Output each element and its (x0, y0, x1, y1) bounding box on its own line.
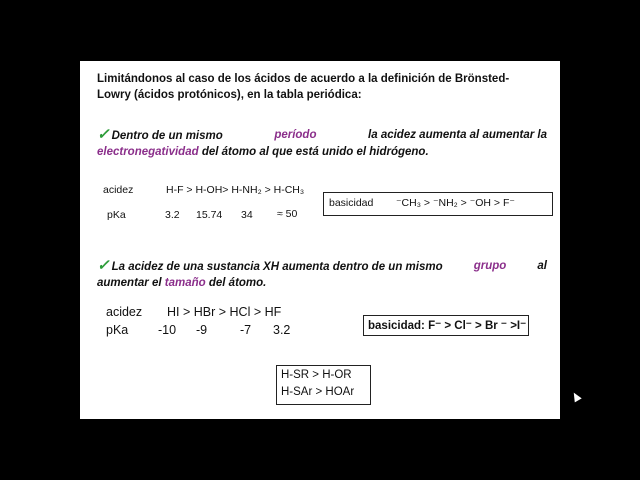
checkmark-icon: ✓ (97, 126, 110, 143)
table1-acidez-label: acidez (103, 184, 134, 196)
point-1-periodo: período (274, 129, 317, 141)
table2-acidez-series: HI > HBr > HCl > HF (167, 305, 282, 319)
table1-pka-value: 34 (241, 209, 253, 221)
point-2-tamano: tamaño (164, 277, 206, 289)
mouse-cursor-icon (570, 391, 581, 403)
intro-line-1: Limitándonos al caso de los ácidos de acuerdo a la definición de Brönsted- (97, 73, 510, 85)
table2-pka-value: -10 (158, 323, 177, 337)
point-2-line-2 (97, 275, 547, 291)
point-1-electronegatividad: electronegatividad (97, 146, 199, 158)
basicidad-box-1 (323, 192, 553, 216)
basicidad-1-series: ⁻CH₃ > ⁻NH₂ > ⁻OH > F⁻ (396, 197, 515, 209)
table1-pka-value: 15.74 (196, 209, 223, 221)
point-2-text-c: al (537, 260, 547, 272)
point-2-line-1 (97, 258, 547, 275)
table2-pka-value: -7 (240, 323, 252, 337)
point-2-text-d: aumentar el (97, 277, 162, 289)
thiol-alcohol-box (276, 365, 371, 405)
checkmark-icon: ✓ (97, 257, 110, 274)
table2-pka-value: 3.2 (273, 323, 291, 337)
point-2-text-a: La acidez de una sustancia XH aumenta dentro de un mismo (111, 261, 443, 273)
basicidad-2-text: basicidad: F⁻ > Cl⁻ > Br ⁻ >I⁻ (368, 320, 527, 332)
point-2-text-f: del átomo. (208, 277, 267, 289)
point-1-text-e: del átomo al que está unido el hidrógeno. (201, 146, 429, 158)
slide (80, 61, 560, 419)
point-2 (97, 258, 547, 291)
intro-text (97, 71, 547, 103)
basicidad-1-label: basicidad (329, 197, 374, 209)
table1-pka-value: ≈ 50 (277, 208, 298, 220)
table1-pka-value: 3.2 (165, 209, 180, 221)
point-1-line-2 (97, 144, 547, 160)
point-1 (97, 127, 547, 160)
point-1-text-c: la acidez aumenta al aumentar la (368, 129, 547, 141)
basicidad-box-2 (363, 315, 529, 336)
table1-pka-label: pKa (107, 209, 126, 221)
table2-acidez-label: acidez (106, 305, 143, 319)
hsr-line-2: H-SAr > HOAr (281, 386, 355, 398)
point-2-grupo: grupo (473, 260, 507, 272)
point-1-text-a: Dentro de un mismo (111, 130, 223, 142)
intro-line-2: Lowry (ácidos protónicos), en la tabla periódica: (97, 89, 362, 101)
table2-pka-value: -9 (196, 323, 208, 337)
point-1-line-1 (97, 127, 547, 144)
hsr-line-1: H-SR > H-OR (281, 369, 352, 381)
table2-pka-label: pKa (106, 323, 129, 337)
table1-acidez-series: H-F > H-OH> H-NH₂ > H-CH₃ (166, 184, 305, 196)
